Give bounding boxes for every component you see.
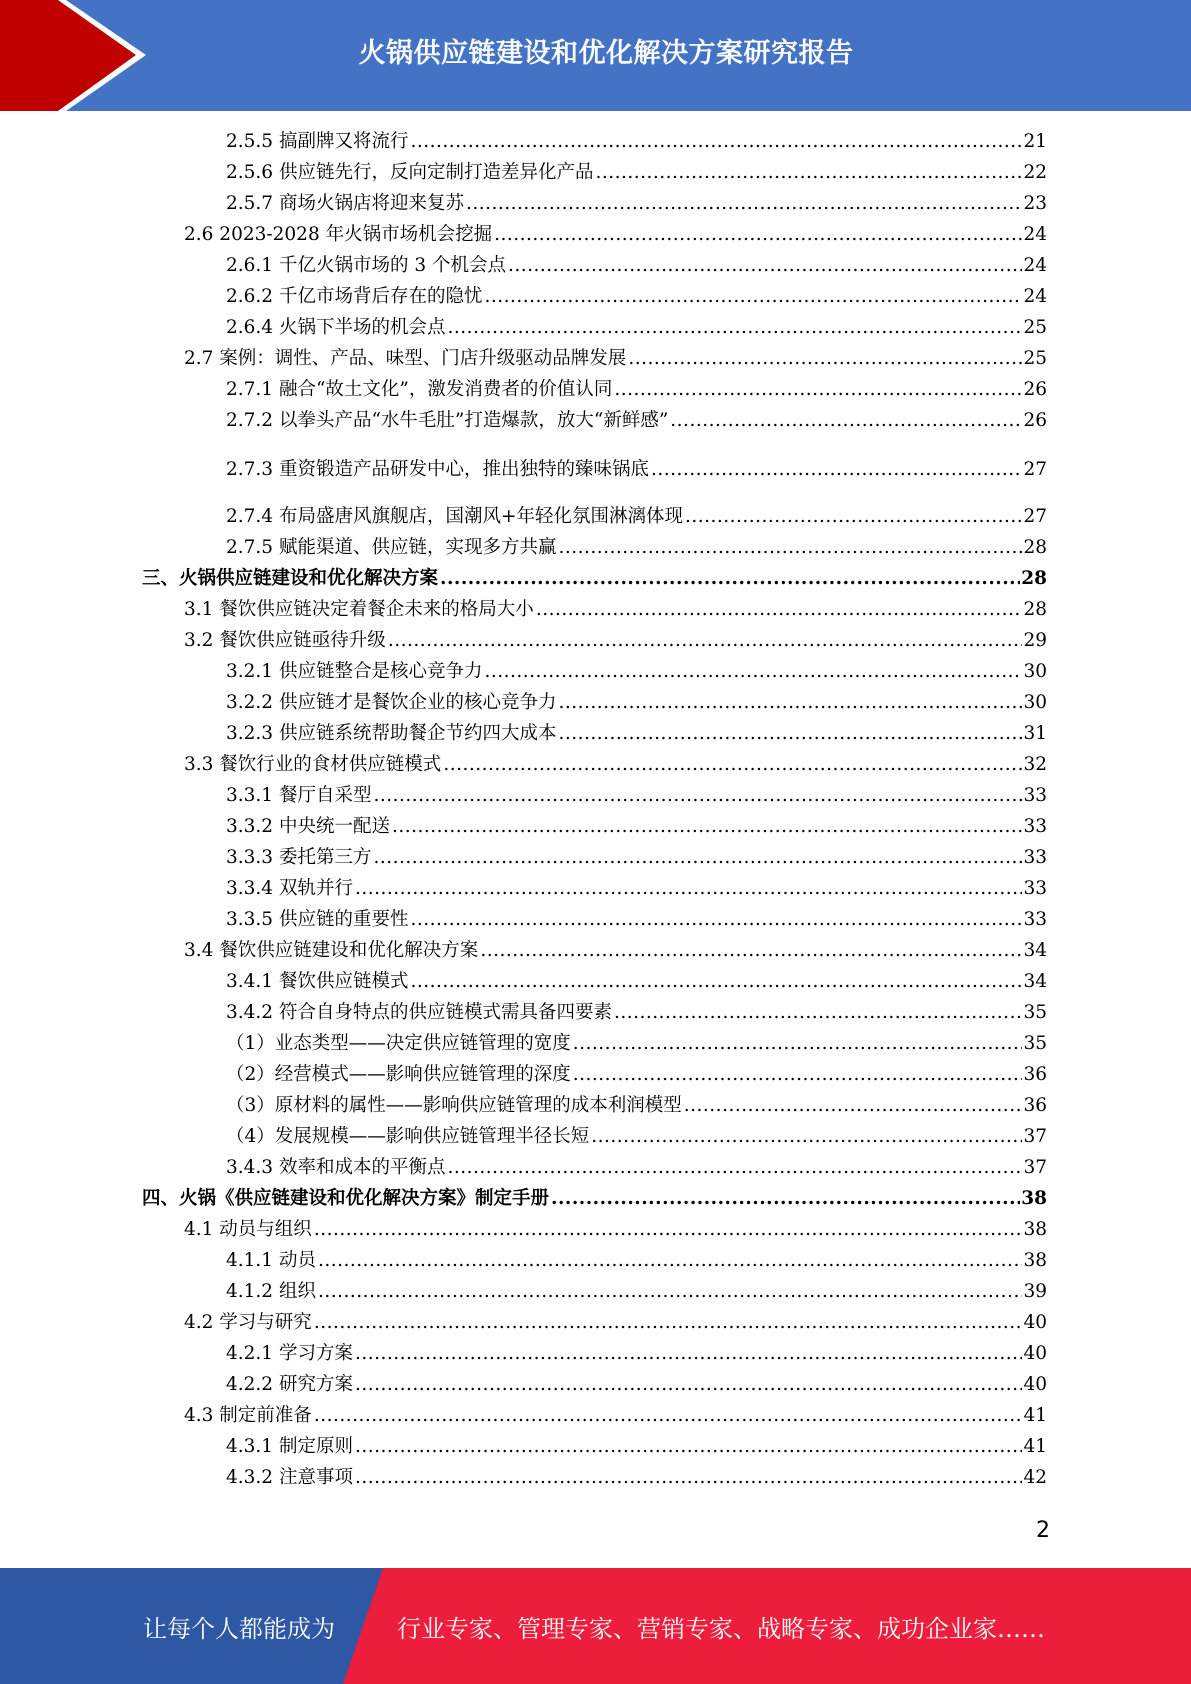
toc-dot-leader (410, 968, 1022, 996)
toc-entry-page-number: 38 (1021, 1188, 1047, 1209)
toc-dot-leader (447, 314, 1022, 342)
toc-entry[interactable] (226, 782, 1047, 810)
toc-entry[interactable] (226, 658, 1047, 686)
toc-entry-page-number: 38 (1023, 1250, 1047, 1271)
toc-entry-title: 四、火锅《供应链建设和优化解决方案》制定手册 (142, 1188, 550, 1209)
toc-dot-leader (440, 565, 1020, 593)
toc-entry-page-number: 41 (1023, 1405, 1047, 1426)
toc-entry-title: 3.3.5 供应链的重要性 (226, 909, 409, 930)
document-title: 火锅供应链建设和优化解决方案研究报告 (358, 37, 854, 69)
toc-entry[interactable] (226, 190, 1047, 218)
toc-dot-leader (508, 252, 1022, 280)
toc-entry[interactable] (226, 1433, 1047, 1461)
toc-entry[interactable] (226, 503, 1047, 531)
toc-entry-title: 3.4 餐饮供应链建设和优化解决方案 (184, 940, 479, 961)
toc-entry-page-number: 33 (1023, 816, 1047, 837)
toc-entry-title: 2.6 2023-2028 年火锅市场机会挖掘 (184, 224, 493, 245)
toc-dot-leader (355, 1433, 1023, 1461)
toc-entry-page-number: 33 (1023, 878, 1047, 899)
toc-entry-title: 3.2.3 供应链系统帮助餐企节约四大成本 (226, 723, 557, 744)
toc-dot-leader (388, 627, 1023, 655)
toc-entry[interactable] (184, 751, 1047, 779)
toc-dot-leader (392, 813, 1022, 841)
page-header (0, 0, 1191, 111)
toc-entry-page-number: 31 (1023, 723, 1047, 744)
toc-entry[interactable] (184, 345, 1047, 373)
toc-entry[interactable] (226, 128, 1047, 156)
toc-entry-page-number: 26 (1023, 379, 1047, 400)
toc-entry-page-number: 41 (1023, 1436, 1047, 1457)
toc-entry[interactable] (226, 875, 1047, 903)
toc-entry-page-number: 25 (1023, 348, 1047, 369)
toc-entry[interactable] (226, 968, 1047, 996)
toc-entry-title: 4.3.2 注意事项 (226, 1467, 353, 1488)
toc-entry[interactable] (184, 1402, 1047, 1430)
toc-entry[interactable] (226, 407, 1047, 435)
page-footer (0, 1568, 1191, 1684)
toc-dot-leader (595, 159, 1022, 187)
toc-entry-title: （2）经营模式——影响供应链管理的深度 (226, 1064, 571, 1085)
toc-entry-page-number: 36 (1023, 1064, 1047, 1085)
toc-entry-page-number: 34 (1023, 940, 1047, 961)
toc-entry-title: 4.3.1 制定原则 (226, 1436, 353, 1457)
toc-dot-leader (558, 689, 1022, 717)
toc-entry-title: （3）原材料的属性——影响供应链管理的成本利润模型 (226, 1095, 682, 1116)
toc-entry-title: 3.2.1 供应链整合是核心竞争力 (226, 661, 483, 682)
toc-entry-page-number: 37 (1023, 1126, 1047, 1147)
toc-dot-leader (355, 1340, 1023, 1368)
toc-entry-page-number: 38 (1023, 1219, 1047, 1240)
toc-dot-leader (466, 190, 1022, 218)
toc-dot-leader (314, 1402, 1023, 1430)
toc-entry-page-number: 26 (1023, 410, 1047, 431)
toc-entry-page-number: 28 (1023, 599, 1047, 620)
toc-entry[interactable] (184, 1216, 1047, 1244)
toc-entry-page-number: 37 (1023, 1157, 1047, 1178)
toc-entry[interactable] (226, 906, 1047, 934)
toc-entry[interactable] (226, 1340, 1047, 1368)
toc-entry-title: 3.4.1 餐饮供应链模式 (226, 971, 409, 992)
toc-entry-page-number: 30 (1023, 692, 1047, 713)
toc-dot-leader (443, 751, 1022, 779)
toc-entry-page-number: 33 (1023, 785, 1047, 806)
toc-entry[interactable] (142, 1185, 1047, 1213)
toc-entry[interactable] (184, 627, 1047, 655)
toc-entry-title: 3.1 餐饮供应链决定着餐企未来的格局大小 (184, 599, 534, 620)
toc-entry[interactable] (226, 1154, 1047, 1182)
toc-entry[interactable] (226, 720, 1047, 748)
toc-entry-title: 2.7.1 融合“故土文化”，激发消费者的价值认同 (226, 379, 613, 400)
toc-entry[interactable] (184, 221, 1047, 249)
toc-entry-page-number: 32 (1023, 754, 1047, 775)
toc-dot-leader (494, 221, 1022, 249)
toc-entry-page-number: 27 (1023, 506, 1047, 527)
page-number: 2 (1036, 1518, 1050, 1543)
toc-entry[interactable] (226, 314, 1047, 342)
toc-entry-page-number: 35 (1023, 1033, 1047, 1054)
toc-entry-title: 4.2.1 学习方案 (226, 1343, 353, 1364)
toc-entry-page-number: 33 (1023, 847, 1047, 868)
toc-dot-leader (314, 1216, 1023, 1244)
toc-entry-title: 4.1.2 组织 (226, 1281, 316, 1302)
toc-entry-title: 2.5.5 搞副牌又将流行 (226, 131, 409, 152)
toc-dot-leader (410, 906, 1022, 934)
toc-entry[interactable] (226, 999, 1047, 1027)
toc-entry[interactable] (226, 456, 1047, 484)
toc-entry-page-number: 39 (1023, 1281, 1047, 1302)
toc-entry[interactable] (226, 1278, 1047, 1306)
toc-entry-title: 2.6.2 千亿市场背后存在的隐忧 (226, 286, 483, 307)
toc-dot-leader (558, 720, 1022, 748)
toc-dot-leader (484, 658, 1022, 686)
toc-entry[interactable] (184, 937, 1047, 965)
toc-entry[interactable] (226, 376, 1047, 404)
footer-slogan-right: 行业专家、管理专家、营销专家、战略专家、成功企业家…… (397, 1614, 1045, 1643)
toc-entry-title: 4.2.2 研究方案 (226, 1374, 353, 1395)
toc-entry-page-number: 21 (1023, 131, 1047, 152)
toc-entry[interactable] (226, 1464, 1047, 1492)
footer-slogan-left: 让每个人都能成为 (143, 1614, 335, 1643)
toc-dot-leader (447, 1154, 1022, 1182)
toc-dot-leader (355, 1464, 1023, 1492)
toc-entry[interactable] (226, 844, 1047, 872)
toc-entry-title: （4）发展规模——影响供应链管理半径长短 (226, 1126, 590, 1147)
toc-dot-leader (670, 407, 1022, 435)
toc-entry-title: 4.3 制定前准备 (184, 1405, 312, 1426)
toc-dot-leader (614, 999, 1022, 1027)
toc-entry-title: 4.1.1 动员 (226, 1250, 316, 1271)
toc-entry-title: 3.3.2 中央统一配送 (226, 816, 390, 837)
toc-dot-leader (614, 376, 1022, 404)
toc-entry-page-number: 25 (1023, 317, 1047, 338)
toc-entry-title: 2.7.4 布局盛唐风旗舰店，国潮风+年轻化氛围淋漓体现 (226, 506, 683, 527)
toc-entry-title: 4.2 学习与研究 (184, 1312, 312, 1333)
toc-dot-leader (536, 596, 1023, 624)
toc-dot-leader (558, 534, 1022, 562)
toc-entry-page-number: 22 (1023, 162, 1047, 183)
toc-dot-leader (373, 782, 1022, 810)
toc-entry-title: 4.1 动员与组织 (184, 1219, 312, 1240)
toc-entry-title: 2.7.2 以拳头产品“水牛毛肚”打造爆款，放大“新鲜感” (226, 410, 669, 431)
toc-entry-title: 2.7.5 赋能渠道、供应链，实现多方共赢 (226, 537, 557, 558)
toc-entry-page-number: 27 (1023, 459, 1047, 480)
toc-entry-page-number: 34 (1023, 971, 1047, 992)
toc-entry-page-number: 40 (1023, 1374, 1047, 1395)
toc-entry[interactable] (226, 1371, 1047, 1399)
toc-dot-leader (551, 1185, 1020, 1213)
toc-entry-title: 3.3 餐饮行业的食材供应链模式 (184, 754, 442, 775)
toc-entry-page-number: 28 (1023, 537, 1047, 558)
toc-dot-leader (314, 1309, 1023, 1337)
toc-entry-title: 2.5.6 供应链先行，反向定制打造差异化产品 (226, 162, 594, 183)
toc-entry-title: 3.4.3 效率和成本的平衡点 (226, 1157, 446, 1178)
toc-entry[interactable] (142, 565, 1047, 593)
toc-dot-leader (318, 1247, 1023, 1275)
toc-entry-page-number: 24 (1023, 255, 1047, 276)
toc-entry-page-number: 40 (1023, 1312, 1047, 1333)
toc-entry[interactable] (226, 534, 1047, 562)
toc-dot-leader (591, 1123, 1022, 1151)
toc-entry[interactable] (226, 159, 1047, 187)
toc-entry-page-number: 23 (1023, 193, 1047, 214)
toc-entry[interactable] (226, 252, 1047, 280)
toc-entry-page-number: 29 (1023, 630, 1047, 651)
toc-entry-title: 2.5.7 商场火锅店将迎来复苏 (226, 193, 464, 214)
toc-dot-leader (573, 1030, 1023, 1058)
toc-entry-title: 2.7 案例：调性、产品、味型、门店升级驱动品牌发展 (184, 348, 627, 369)
toc-entry-title: 3.3.4 双轨并行 (226, 878, 353, 899)
toc-dot-leader (628, 345, 1022, 373)
toc-entry-title: 2.7.3 重资锻造产品研发中心，推出独特的臻味锅底 (226, 459, 649, 480)
toc-entry-title: （1）业态类型——决定供应链管理的宽度 (226, 1033, 571, 1054)
toc-entry-page-number: 40 (1023, 1343, 1047, 1364)
toc-dot-leader (684, 1092, 1023, 1120)
toc-entry[interactable] (184, 596, 1047, 624)
toc-entry[interactable] (184, 1309, 1047, 1337)
toc-entry-title: 3.2 餐饮供应链亟待升级 (184, 630, 386, 651)
toc-entry[interactable] (226, 283, 1047, 311)
toc-dot-leader (573, 1061, 1023, 1089)
toc-entry-page-number: 42 (1023, 1467, 1047, 1488)
toc-entry-page-number: 28 (1021, 568, 1047, 589)
toc-entry-title: 2.6.1 千亿火锅市场的 3 个机会点 (226, 255, 506, 276)
toc-dot-leader (685, 503, 1022, 531)
toc-entry[interactable] (226, 813, 1047, 841)
toc-dot-leader (480, 937, 1022, 965)
toc-entry-title: 3.2.2 供应链才是餐饮企业的核心竞争力 (226, 692, 557, 713)
toc-entry[interactable] (226, 1030, 1047, 1058)
toc-entry-page-number: 36 (1023, 1095, 1047, 1116)
toc-dot-leader (373, 844, 1022, 872)
toc-entry-page-number: 24 (1023, 286, 1047, 307)
toc-entry-title: 3.3.1 餐厅自采型 (226, 785, 372, 806)
toc-dot-leader (410, 128, 1022, 156)
toc-entry-page-number: 35 (1023, 1002, 1047, 1023)
toc-entry-title: 3.4.2 符合自身特点的供应链模式需具备四要素 (226, 1002, 612, 1023)
toc-dot-leader (651, 456, 1022, 484)
toc-entry-page-number: 33 (1023, 909, 1047, 930)
toc-dot-leader (318, 1278, 1023, 1306)
toc-dot-leader (355, 875, 1023, 903)
toc-entry[interactable] (226, 689, 1047, 717)
toc-entry[interactable] (226, 1061, 1047, 1089)
toc-dot-leader (484, 283, 1022, 311)
toc-entry[interactable] (226, 1092, 1047, 1120)
toc-entry[interactable] (226, 1123, 1047, 1151)
toc-entry-page-number: 24 (1023, 224, 1047, 245)
toc-entry-page-number: 30 (1023, 661, 1047, 682)
toc-entry-title: 2.6.4 火锅下半场的机会点 (226, 317, 446, 338)
toc-entry-title: 三、火锅供应链建设和优化解决方案 (142, 568, 439, 589)
toc-dot-leader (355, 1371, 1023, 1399)
toc-entry-title: 3.3.3 委托第三方 (226, 847, 372, 868)
toc-entry[interactable] (226, 1247, 1047, 1275)
